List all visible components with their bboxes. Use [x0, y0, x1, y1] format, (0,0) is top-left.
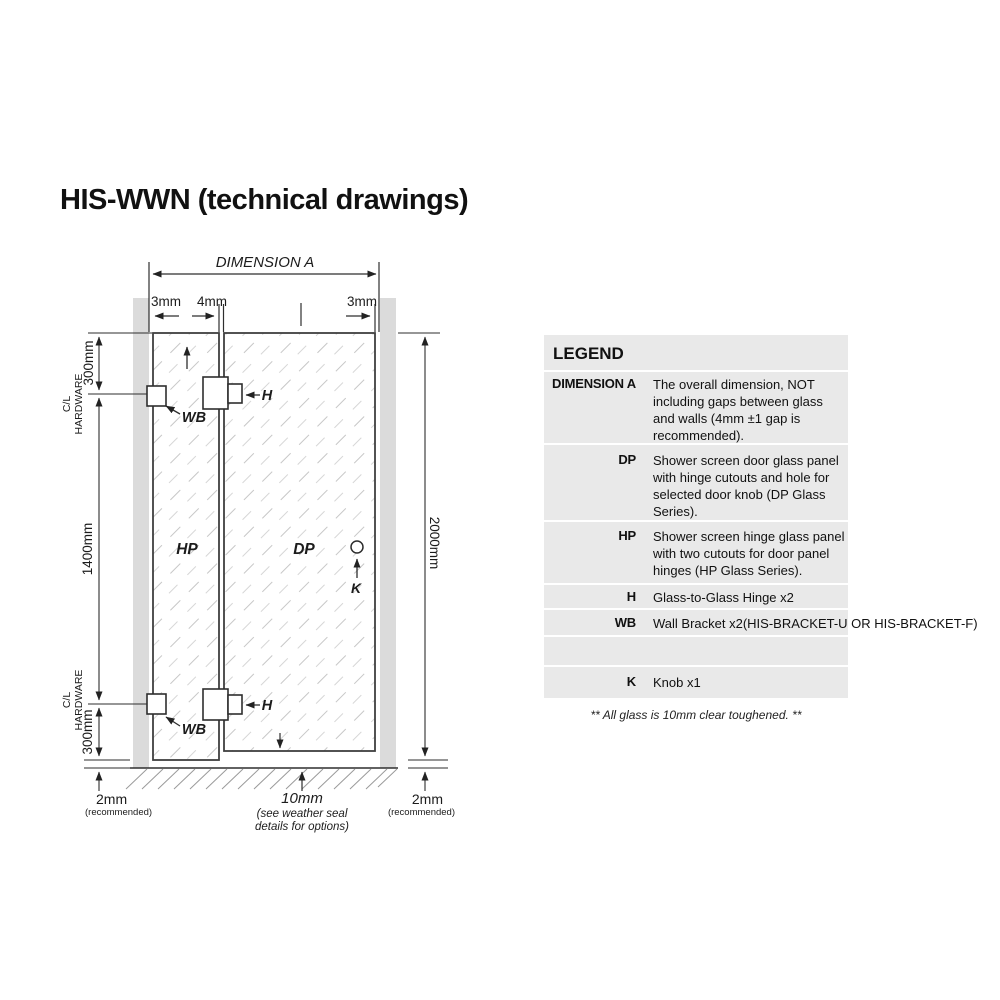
legend-key: WB: [614, 615, 636, 630]
cl-hardware-bottom-1: C/L: [61, 691, 73, 709]
knob-label: K: [350, 580, 362, 596]
cl-hardware-bottom-2: HARDWARE: [73, 669, 85, 731]
weather-seal-note-1: (see weather seal: [256, 808, 348, 820]
legend-key: H: [626, 589, 636, 604]
page-title: HIS-WWN (technical drawings): [60, 184, 469, 216]
legend-desc: [653, 637, 848, 665]
legend-table: [544, 335, 978, 698]
legend-row-wb: [544, 608, 978, 635]
legend-desc: Wall Bracket x2(HIS-BRACKET-U OR HIS-BRACKET-F): [653, 616, 978, 631]
dimension-a-label: DIMENSION A: [215, 254, 315, 271]
cl-hardware-top-2: HARDWARE: [73, 373, 85, 435]
hinge-top-label: H: [261, 388, 273, 404]
gap-left-label: 3mm: [151, 294, 181, 309]
legend-row-dp: [544, 443, 848, 520]
legend-desc: Shower screen door glass panel with hinge cutouts and hole for selected door knob (DP Glass Series).: [653, 453, 839, 519]
floor-hatch: [126, 769, 397, 789]
wall-bracket-top: [147, 386, 166, 406]
dim-300-bottom: 300mm: [80, 709, 95, 755]
weather-seal-note-2: details for options): [255, 821, 349, 833]
glass-footnote: ** All glass is 10mm clear toughened. **: [590, 708, 802, 722]
dim-300-top: 300mm: [81, 340, 96, 386]
legend-row-empty: [544, 635, 848, 665]
dim-1400: 1400mm: [80, 522, 95, 576]
cl-hardware-top-1: C/L: [61, 395, 73, 413]
legend-key: HP: [618, 528, 636, 543]
bracket-bottom-label: WB: [181, 722, 207, 738]
legend-key: K: [626, 674, 636, 689]
dp-panel-label: DP: [293, 541, 315, 558]
bracket-top-label: WB: [181, 410, 207, 426]
gap-10mm-label: 10mm: [281, 790, 323, 807]
legend-row-dimension-a: [544, 370, 848, 443]
legend-desc: The overall dimension, NOT including gaps between glass and walls (4mm ±1 gap is recommended).: [653, 377, 823, 443]
gap-2mm-right: 2mm: [411, 791, 443, 807]
gap-2mm-left-note: (recommended): [85, 807, 153, 818]
legend-key: DIMENSION A: [552, 376, 636, 391]
legend-key: DP: [618, 452, 636, 467]
gap-2mm-left: 2mm: [96, 791, 128, 807]
hp-panel-label: HP: [176, 541, 198, 558]
gap-right-label: 3mm: [347, 294, 377, 309]
legend-row-hp: [544, 520, 848, 583]
wall-bracket-bottom: [147, 694, 166, 714]
gap-2mm-right-note: (recommended): [387, 807, 455, 818]
legend-desc: Knob x1: [653, 675, 701, 690]
legend-row-h: [544, 583, 848, 608]
gap-mid-label: 4mm: [197, 294, 227, 309]
legend-key: [544, 637, 636, 665]
hinge-bottom-label: H: [261, 698, 273, 714]
legend-row-k: [544, 665, 848, 698]
legend-desc: Glass-to-Glass Hinge x2: [653, 590, 794, 605]
legend-desc: Shower screen hinge glass panel with two cutouts for door panel hinges (HP Glass Series).: [653, 529, 845, 578]
dimension-a: [149, 262, 379, 332]
dim-2000: 2000mm: [427, 516, 442, 570]
right-wall: [380, 298, 396, 768]
knob-circle: [351, 541, 363, 553]
legend-title: LEGEND: [553, 344, 624, 363]
